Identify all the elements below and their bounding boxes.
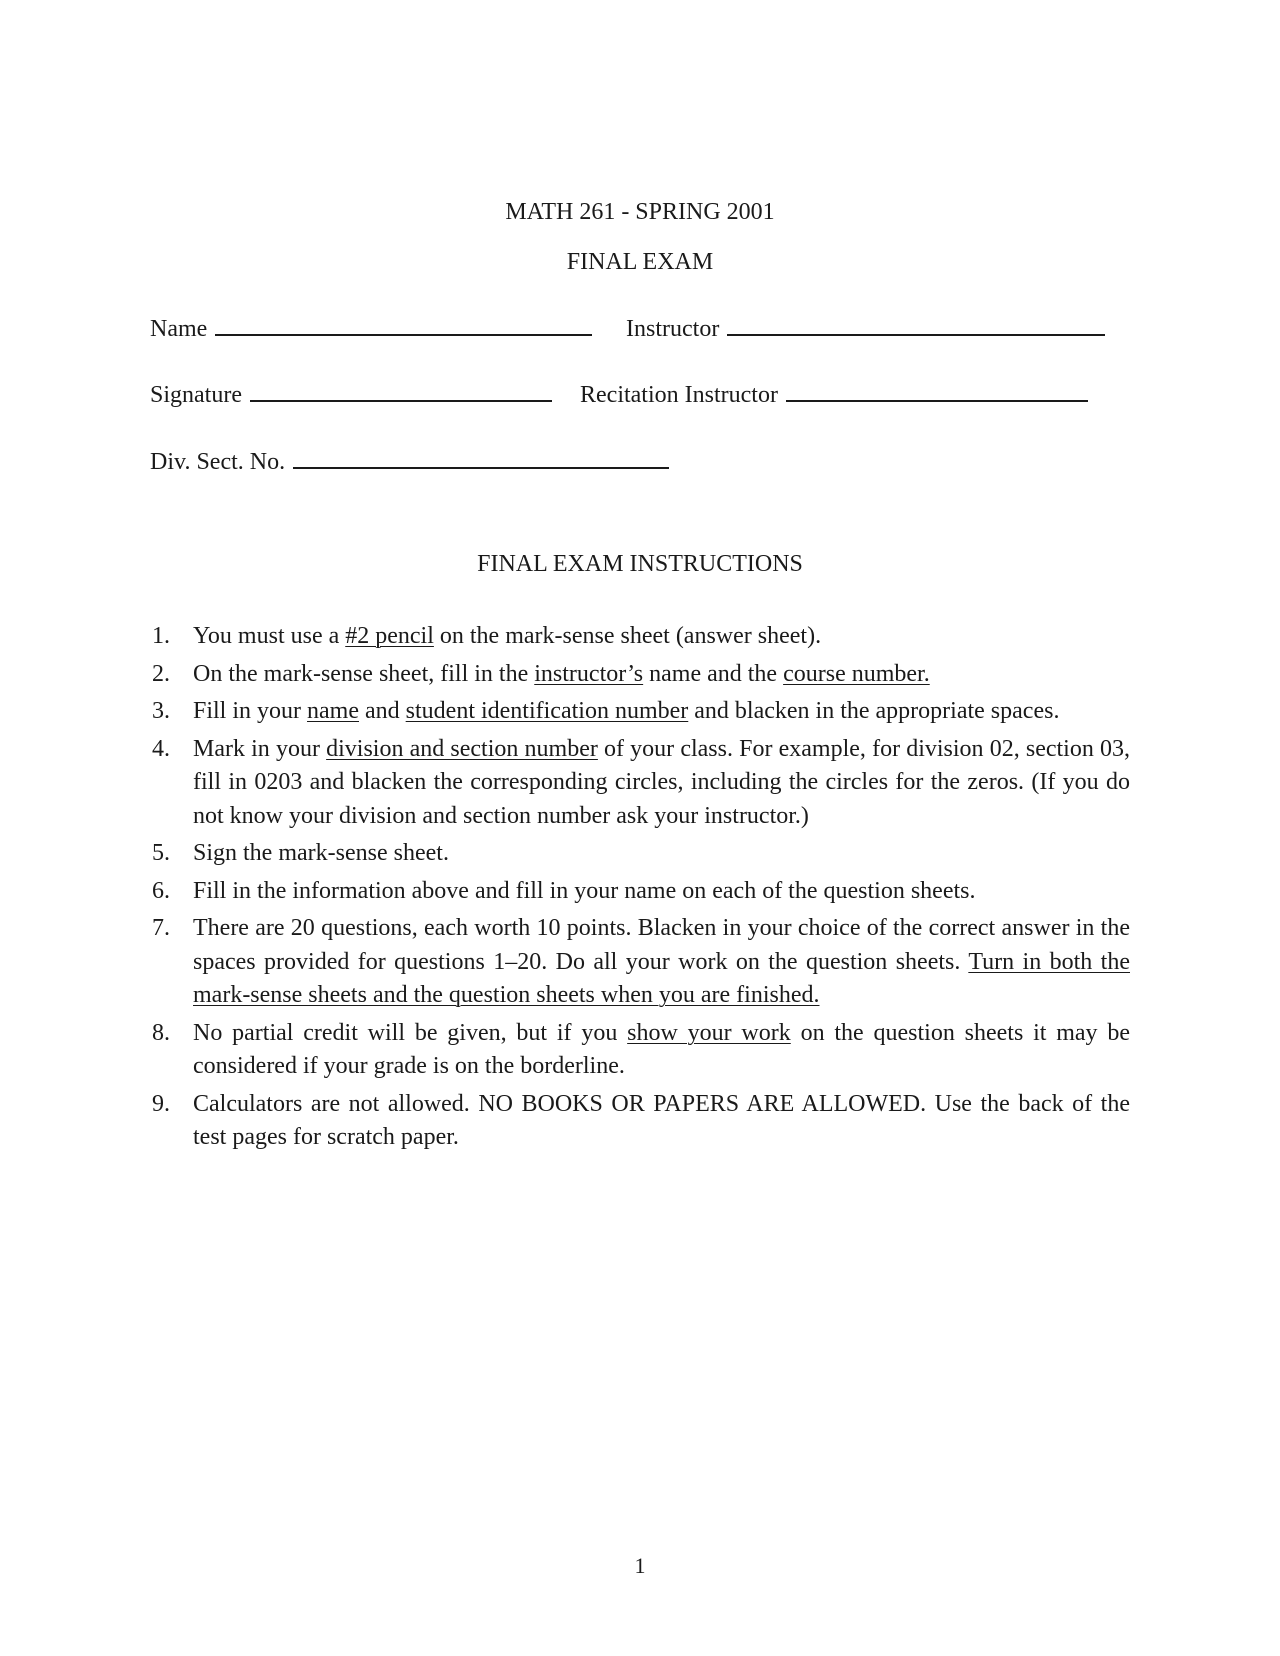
course-title: MATH 261 - SPRING 2001 xyxy=(505,199,775,225)
instructor-label: Instructor xyxy=(626,316,720,342)
div-sect-field xyxy=(150,449,669,476)
signature-label: Signature xyxy=(150,382,242,408)
div-sect-blank[interactable] xyxy=(293,466,669,469)
div-sect-label: Div. Sect. No. xyxy=(150,449,286,475)
instruction-item: 3. Fill in your name and student identification number and blacken in the appropriate spaces. xyxy=(152,698,1060,724)
instruction-item: 4. Mark in your division and section number of your class. For example, for division 02, section 03, fill in 0203 and blacken the corresponding circles, including the circles for the zeros. (If you do not know your division and section number ask your instructor.) xyxy=(152,735,1130,829)
instruction-item: 6. Fill in the information above and fill in your name on each of the question sheets. xyxy=(152,877,976,904)
recitation-instructor-field xyxy=(580,382,1088,409)
name-field xyxy=(150,316,592,343)
instructions-list xyxy=(152,620,1130,1159)
recitation-instructor-label: Recitation Instructor xyxy=(580,382,778,408)
signature-field xyxy=(150,382,552,409)
instruction-item: 7. There are 20 questions, each worth 10 points. Blacken in your choice of the correct answer in the spaces provided for questions 1–20. Do all your work on the question sheets. Turn in both the mark-sense sheets and the question sheets when you are finished. xyxy=(152,915,1130,1008)
instruction-item: 5. Sign the mark-sense sheet. xyxy=(152,840,449,866)
page-number: 1 xyxy=(634,1553,646,1578)
instruction-item: 1. You must use a #2 pencil on the mark-sense sheet (answer sheet). xyxy=(152,623,822,649)
signature-blank[interactable] xyxy=(250,399,552,402)
recitation-instructor-blank[interactable] xyxy=(786,399,1088,402)
exam-title: FINAL EXAM xyxy=(566,249,714,275)
instructor-field xyxy=(626,316,1105,343)
instruction-item: 2. On the mark-sense sheet, fill in the instructor’s name and the course number. xyxy=(152,660,930,687)
instructions-heading: FINAL EXAM INSTRUCTIONS xyxy=(477,551,803,577)
instruction-item: 9. Calculators are not allowed. NO BOOKS OR PAPERS ARE ALLOWED. Use the back of the test pages for scratch paper. xyxy=(152,1090,1130,1150)
name-blank[interactable] xyxy=(215,333,592,336)
name-label: Name xyxy=(150,316,208,342)
instructor-blank[interactable] xyxy=(727,333,1105,336)
instruction-item: 8. No partial credit will be given, but if you show your work on the question sheets it may be considered if your grade is on the borderline. xyxy=(152,1019,1131,1079)
